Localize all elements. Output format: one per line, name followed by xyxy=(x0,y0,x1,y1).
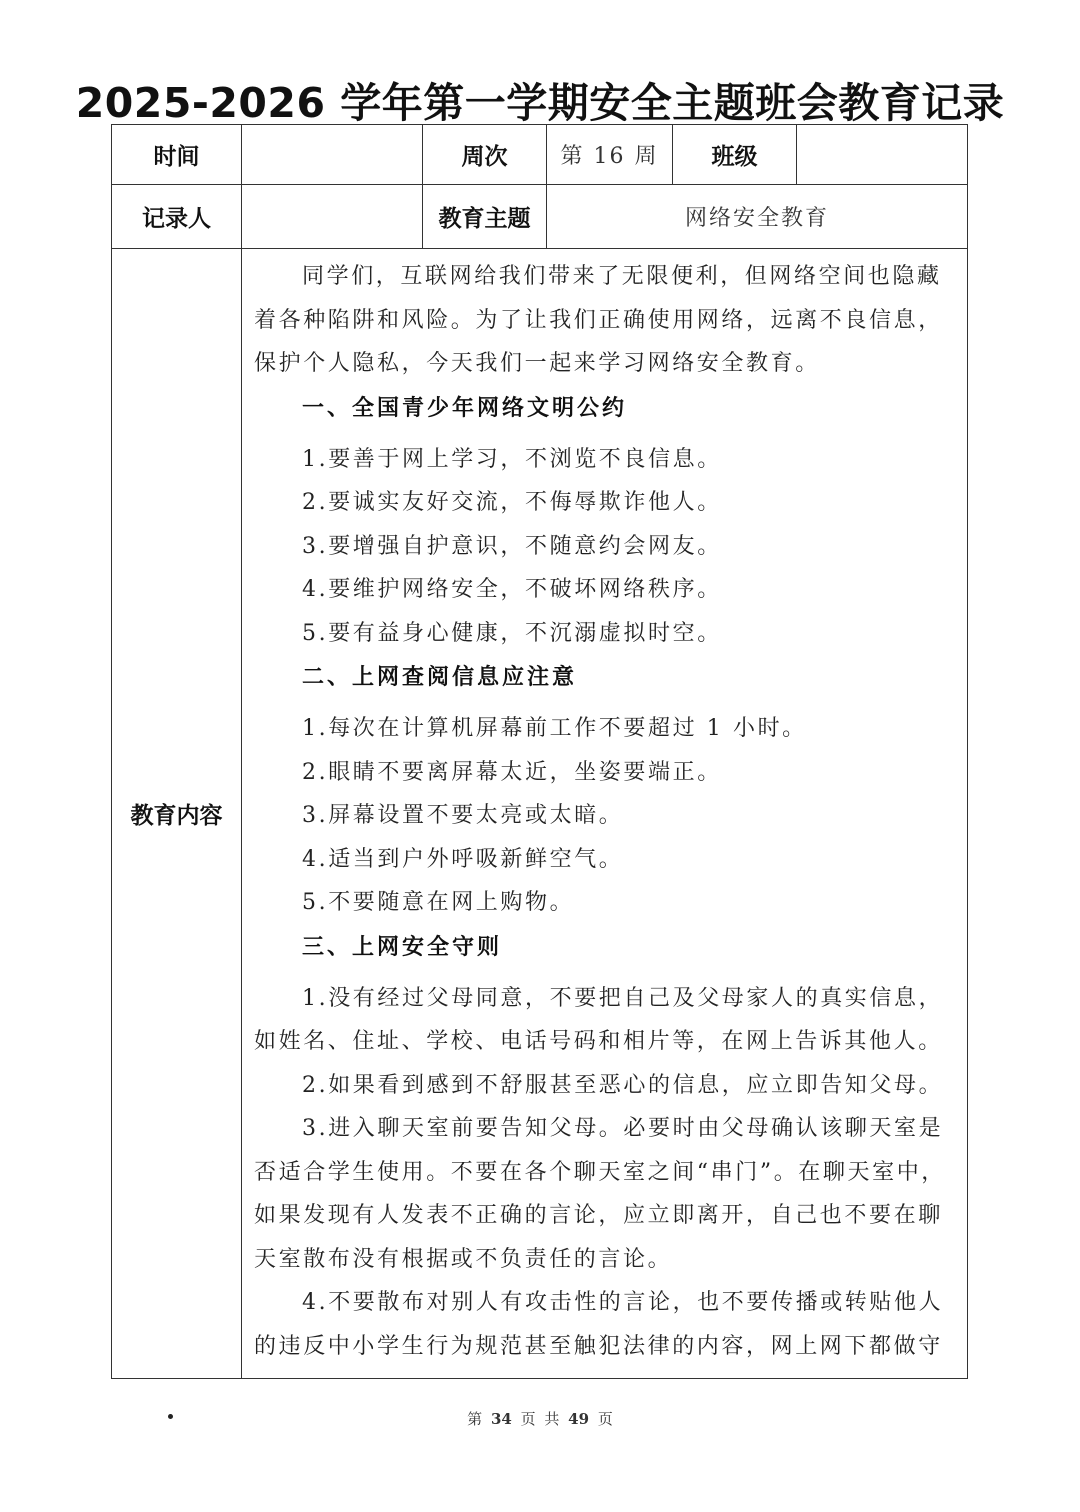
week-value[interactable]: 第 16 周 xyxy=(547,125,673,185)
rule-line: 3.进入聊天室前要告知父母。必要时由父母确认该聊天室是 xyxy=(302,1116,944,1141)
intro-line: 同学们，互联网给我们带来了无限便利，但网络空间也隐藏 xyxy=(302,264,942,289)
footer-page-number: 34 xyxy=(490,1410,512,1428)
list-item: 3.要增强自护意识，不随意约会网友。 xyxy=(302,533,722,559)
list-item: 5.不要随意在网上购物。 xyxy=(302,890,575,915)
content-cell xyxy=(242,249,968,1379)
rule-line: 1.没有经过父母同意，不要把自己及父母家人的真实信息， xyxy=(302,985,944,1011)
topic-value[interactable]: 网络安全教育 xyxy=(547,185,968,249)
section-heading-3: 三、上网安全守则 xyxy=(302,934,503,960)
rule-line: 2.如果看到感到不舒服甚至恶心的信息，应立即告知父母。 xyxy=(302,1072,944,1098)
page-title: 2025-2026 学年第一学期安全主题班会教育记录 xyxy=(75,79,1005,127)
class-value[interactable] xyxy=(797,125,968,185)
rule-line: 如果发现有人发表不正确的言论，应立即离开，自己也不要在聊 xyxy=(254,1203,943,1228)
rule-line: 如姓名、住址、学校、电话号码和相片等，在网上告诉其他人。 xyxy=(254,1029,943,1054)
rule-line: 的违反中小学生行为规范甚至触犯法律的内容，网上网下都做守 xyxy=(254,1333,943,1359)
record-table xyxy=(111,124,968,1379)
footer-prefix: 第 xyxy=(467,1410,483,1428)
content-body xyxy=(242,249,967,1375)
header-row-1 xyxy=(112,125,968,185)
list-item: 4.适当到户外呼吸新鲜空气。 xyxy=(302,846,624,872)
list-item: 1.要善于网上学习，不浏览不良信息。 xyxy=(302,446,722,472)
header-row-2 xyxy=(112,185,968,249)
content-row xyxy=(112,249,968,1379)
list-item: 1.每次在计算机屏幕前工作不要超过 1 小时。 xyxy=(302,716,807,741)
footer-middle: 页 共 xyxy=(520,1410,560,1428)
list-item: 2.眼睛不要离屏幕太近，坐姿要端正。 xyxy=(302,759,722,785)
time-label: 时间 xyxy=(112,125,242,185)
recorder-label: 记录人 xyxy=(112,185,242,249)
section-heading-2: 二、上网查阅信息应注意 xyxy=(302,665,578,690)
rule-line: 4.不要散布对别人有攻击性的言论，也不要传播或转贴他人 xyxy=(302,1290,944,1315)
section-heading-1: 一、全国青少年网络文明公约 xyxy=(302,395,628,421)
recorder-value[interactable] xyxy=(242,185,423,249)
rule-line: 天室散布没有根据或不负责任的言论。 xyxy=(254,1246,673,1272)
list-item: 2.要诚实友好交流，不侮辱欺诈他人。 xyxy=(302,490,722,515)
intro-line: 着各种陷阱和风险。为了让我们正确使用网络，远离不良信息， xyxy=(254,307,943,333)
rule-line: 否适合学生使用。不要在各个聊天室之间“串门”。在聊天室中， xyxy=(254,1159,946,1185)
topic-label: 教育主题 xyxy=(423,185,547,249)
content-label: 教育内容 xyxy=(112,249,242,1379)
list-item: 3.屏幕设置不要太亮或太暗。 xyxy=(302,803,624,828)
class-label: 班级 xyxy=(673,125,797,185)
footer-total-pages: 49 xyxy=(568,1410,590,1428)
intro-line: 保护个人隐私，今天我们一起来学习网络安全教育。 xyxy=(254,351,820,376)
page-footer xyxy=(0,1408,1080,1429)
time-value[interactable] xyxy=(242,125,423,185)
list-item: 5.要有益身心健康，不沉溺虚拟时空。 xyxy=(302,620,722,646)
footer-suffix: 页 xyxy=(597,1410,613,1428)
list-item: 4.要维护网络安全，不破坏网络秩序。 xyxy=(302,577,722,602)
week-label: 周次 xyxy=(423,125,547,185)
